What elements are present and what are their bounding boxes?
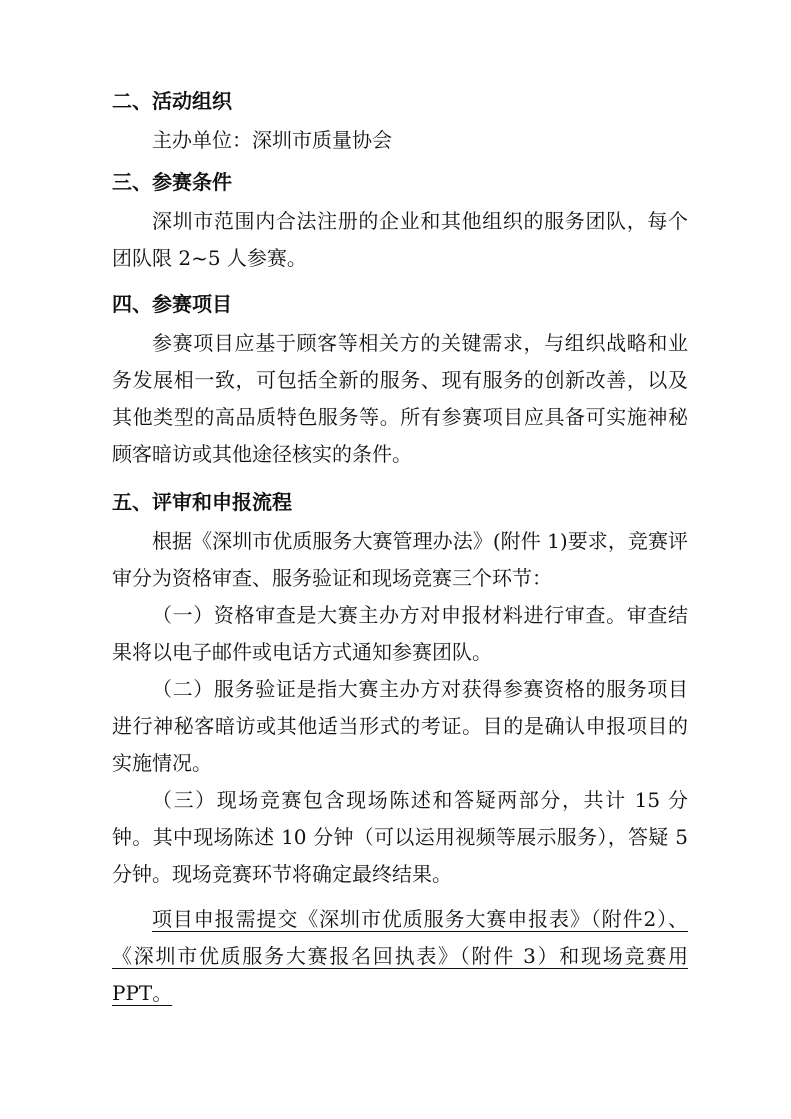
paragraph-qualification-review: （一）资格审查是大赛主办方对申报材料进行审查。审查结果将以电子邮件或电话方式通知参赛团队。 xyxy=(112,603,688,664)
paragraph-service-verification: （二）服务验证是指大赛主办方对获得参赛资格的服务项目进行神秘客暗访或其他适当形式的考证。目的是确认申报项目的实施情况。 xyxy=(112,677,688,775)
paragraph-projects: 参赛项目应基于顾客等相关方的关键需求，与组织战略和业务发展相一致，可包括全新的服务、现有服务的创新改善，以及其他类型的高品质特色服务等。所有参赛项目应具备可实施神秘顾客暗访或其他途径核实的条件。 xyxy=(112,331,688,466)
section-heading-review-process: 五、评审和申报流程 xyxy=(112,490,292,514)
section-heading-projects: 四、参赛项目 xyxy=(112,292,232,316)
document-page xyxy=(112,86,688,1012)
paragraph-submission-requirements: 项目申报需提交《深圳市优质服务大赛申报表》（附件2）、《深圳市优质服务大赛报名回执表》（附件 3）和现场竞赛用 PPT。 xyxy=(112,907,688,1005)
paragraph-review-basis: 根据《深圳市优质服务大赛管理办法》(附件 1)要求，竞赛评审分为资格审查、服务验证和现场竞赛三个环节： xyxy=(112,529,688,590)
section-heading-eligibility: 三、参赛条件 xyxy=(112,170,232,194)
section-heading-activity-organization: 二、活动组织 xyxy=(112,89,232,113)
paragraph-onsite-competition: （三）现场竞赛包含现场陈述和答疑两部分，共计 15 分钟。其中现场陈述 10 分钟（可以运用视频等展示服务），答疑 5 分钟。现场竞赛环节将确定最终结果。 xyxy=(112,788,688,886)
paragraph-organizer: 主办单位：深圳市质量协会 xyxy=(152,128,392,152)
paragraph-eligibility: 深圳市范围内合法注册的企业和其他组织的服务团队，每个团队限 2~5 人参赛。 xyxy=(112,209,688,270)
